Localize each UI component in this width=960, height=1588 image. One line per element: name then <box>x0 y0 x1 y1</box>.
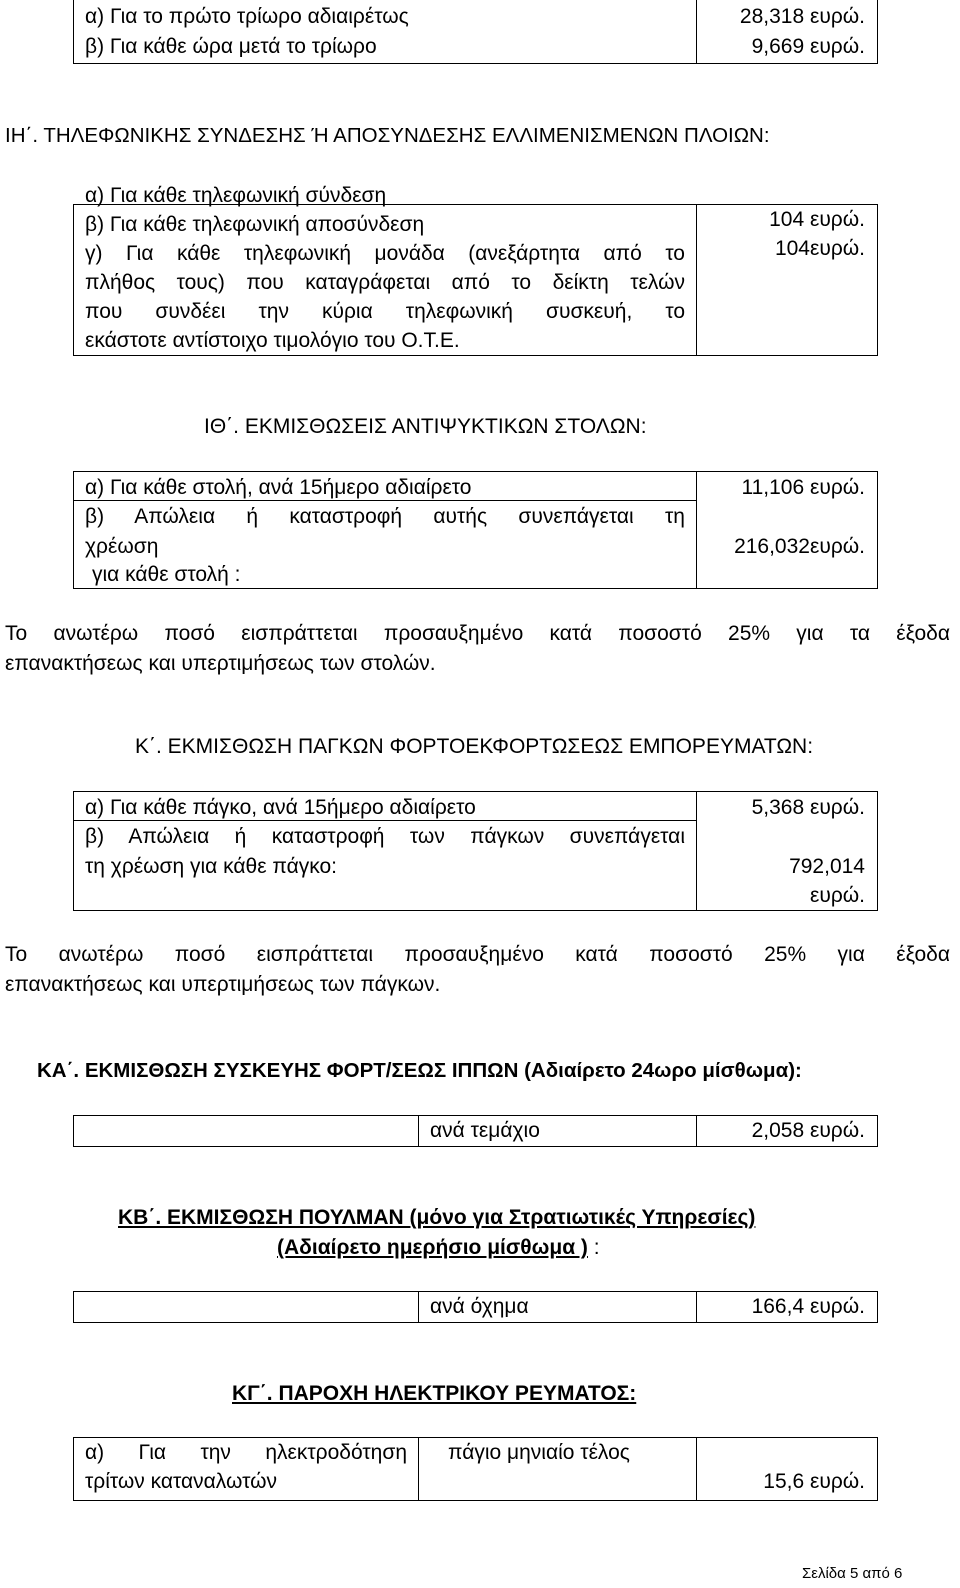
ith-row-a-label: α) Για κάθε στολή, ανά 15ήμερο αδιαίρετο <box>85 476 472 499</box>
top-row-a-label: α) Για το πρώτο τρίωρο αδιαιρέτως <box>85 5 409 28</box>
section-kb-heading-line-2-wrap <box>277 1234 600 1262</box>
ih-row-c-line-2: πλήθος τους) που καταγράφεται από το δείκτη τελών <box>85 271 685 294</box>
section-k-heading: Κ΄. ΕΚΜΙΣΘΩΣΗ ΠΑΓΚΩΝ ΦΟΡΤΟΕΚΦΟΡΤΩΣΕΩΣ ΕΜΠΟΡΕΥΜΑΤΩΝ: <box>135 735 814 758</box>
section-kg-table-divider-left <box>418 1437 419 1501</box>
kg-unit: πάγιο μηνιαίο τέλος <box>448 1441 630 1464</box>
k-row-b-value-line-1: 792,014 <box>789 855 865 878</box>
kg-row-a-line-1: α) Για την ηλεκτροδότηση <box>85 1441 407 1464</box>
kg-row-a-line-2: τρίτων καταναλωτών <box>85 1470 277 1493</box>
ith-note-line-1: Το ανωτέρω ποσό εισπράττεται προσαυξημένο κατά ποσοστό 25% για τα έξοδα <box>5 622 950 645</box>
section-ka-heading: ΚΑ΄. ΕΚΜΙΣΘΩΣΗ ΣΥΣΚΕΥΗΣ ΦΟΡΤ/ΣΕΩΣ ΙΠΠΩΝ (Αδιαίρετο 24ωρο μίσθωμα): <box>37 1059 802 1082</box>
section-ih-heading: ΙΗ΄. ΤΗΛΕΦΩΝΙΚΗΣ ΣΥΝΔΕΣΗΣ Ή ΑΠΟΣΥΝΔΕΣΗΣ ΕΛΛΙΜΕΝΙΣΜΕΝΩΝ ΠΛΟΙΩΝ: <box>5 124 770 147</box>
ih-row-c-line-1: γ) Για κάθε τηλεφωνική μονάδα (ανεξάρτητα από το <box>85 242 685 265</box>
section-kb-heading-line-2-suffix: : <box>587 1236 600 1259</box>
section-k-table-divider <box>696 791 697 911</box>
ih-row-a-value: 104 ευρώ. <box>769 208 865 231</box>
k-note-line-2: επανακτήσεως και υπερτιμήσεως των πάγκων. <box>5 973 441 996</box>
k-note-line-1: Το ανωτέρω ποσό εισπράττεται προσαυξημένο κατά ποσοστό 25% για έξοδα <box>5 943 950 966</box>
section-ith-heading: ΙΘ΄. ΕΚΜΙΣΘΩΣΕΙΣ ΑΝΤΙΨΥΚΤΙΚΩΝ ΣΤΟΛΩΝ: <box>204 415 647 438</box>
ka-unit: ανά τεμάχιο <box>430 1119 540 1142</box>
top-row-b-label: β) Για κάθε ώρα μετά το τρίωρο <box>85 35 377 58</box>
section-ka-table-divider-left <box>418 1115 419 1147</box>
ih-row-c-line-3: που συνδέει την κύρια τηλεφωνική συσκευή, το <box>85 300 685 323</box>
section-kb-heading-line-2: (Αδιαίρετο ημερήσιο μίσθωμα ) <box>277 1236 588 1259</box>
section-ith-table-divider <box>696 471 697 589</box>
ith-row-b-line-2: χρέωση <box>85 535 159 558</box>
k-row-a-label: α) Για κάθε πάγκο, ανά 15ήμερο αδιαίρετο <box>85 796 476 819</box>
ih-row-a-label: α) Για κάθε τηλεφωνική σύνδεση <box>85 184 387 207</box>
k-row-b-line-2: τη χρέωση για κάθε πάγκο: <box>85 855 337 878</box>
k-row-a-value: 5,368 ευρώ. <box>751 796 865 819</box>
page-number-label: Σελίδα 5 από 6 <box>802 1565 903 1582</box>
ih-row-c-line-4: εκάστοτε αντίστοιχο τιμολόγιο του Ο.Τ.Ε. <box>85 329 460 352</box>
top-row-a-value: 28,318 ευρώ. <box>739 5 865 28</box>
ih-row-b-value: 104ευρώ. <box>774 237 865 260</box>
ith-row-b-line-1: β) Απώλεια ή καταστροφή αυτής συνεπάγεται τη <box>85 505 685 528</box>
ka-value: 2,058 ευρώ. <box>751 1119 865 1142</box>
ith-note-line-2: επανακτήσεως και υπερτιμήσεως των στολών. <box>5 652 436 675</box>
top-table-divider <box>696 0 697 64</box>
kg-value: 15,6 ευρώ. <box>763 1470 865 1493</box>
ith-row-b-value: 216,032ευρώ. <box>734 535 865 558</box>
top-row-b-value: 9,669 ευρώ. <box>751 35 865 58</box>
section-kb-table-divider-right <box>696 1291 697 1323</box>
section-kg-table-divider-right <box>696 1437 697 1501</box>
ih-row-b-label: β) Για κάθε τηλεφωνική αποσύνδεση <box>85 213 425 236</box>
section-kg-heading: ΚΓ΄. ΠΑΡΟΧΗ ΗΛΕΚΤΡΙΚΟΥ ΡΕΥΜΑΤΟΣ: <box>232 1382 637 1405</box>
kb-unit: ανά όχημα <box>430 1295 529 1318</box>
k-row-b-line-1: β) Απώλεια ή καταστροφή των πάγκων συνεπάγεται <box>85 825 685 848</box>
k-row-b-value-line-2: ευρώ. <box>809 884 865 907</box>
kb-value: 166,4 ευρώ. <box>751 1295 865 1318</box>
section-ka-table-divider-right <box>696 1115 697 1147</box>
section-kb-table-divider-left <box>418 1291 419 1323</box>
section-kb-heading-line-1: ΚΒ΄. ΕΚΜΙΣΘΩΣΗ ΠΟΥΛΜΑΝ (μόνο για Στρατιωτικές Υπηρεσίες) <box>118 1206 756 1229</box>
ith-row-a-value: 11,106 ευρώ. <box>741 476 865 499</box>
ith-row-b-line-3: για κάθε στολή : <box>92 563 241 586</box>
section-ih-table-divider <box>696 204 697 356</box>
